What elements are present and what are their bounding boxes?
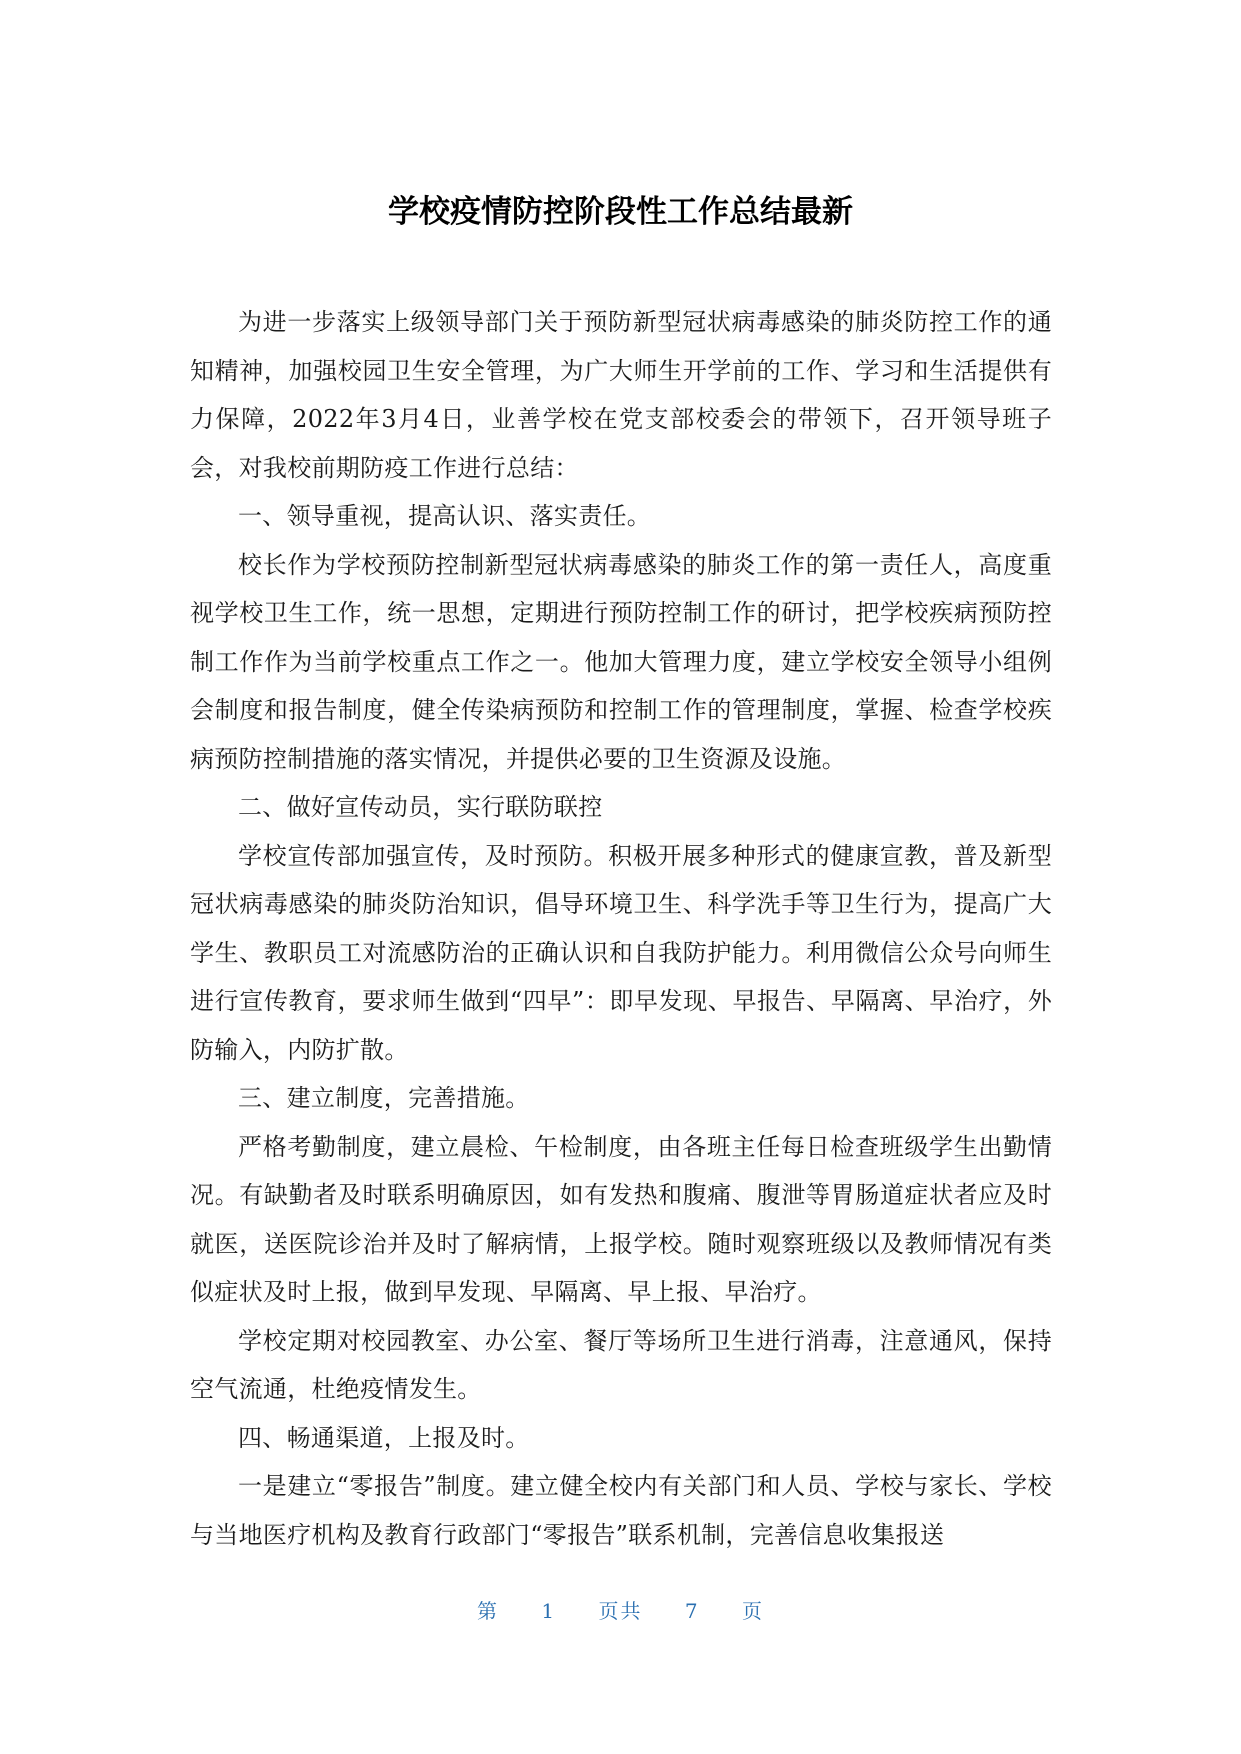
paragraph: 严格考勤制度，建立晨检、午检制度，由各班主任每日检查班级学生出勤情况。有缺勤者及时联系明确原因，如有发热和腹痛、腹泄等胃肠道症状者应及时就医，送医院诊治并及时了解病情，上报学校。随时观察班级以及教师情况有类似症状及时上报，做到早发现、早隔离、早上报、早治疗。	[190, 1132, 1052, 1306]
paragraph: 为进一步落实上级领导部门关于预防新型冠状病毒感染的肺炎防控工作的通知精神，加强校园卫生安全管理，为广大师生开学前的工作、学习和生活提供有力保障，2022年3月4日，业善学校在党支部校委会的带领下，召开领导班子会，对我校前期防疫工作进行总结：	[190, 308, 1052, 482]
footer-label-pages: 页	[741, 1599, 764, 1623]
paragraph: 校长作为学校预防控制新型冠状病毒感染的肺炎工作的第一责任人，高度重视学校卫生工作，统一思想，定期进行预防控制工作的研讨，把学校疾病预防控制工作作为当前学校重点工作之一。他加大管理力度，建立学校安全领导小组例会制度和报告制度，健全传染病预防和控制工作的管理制度，掌握、检查学校疾病预防控制措施的落实情况，并提供必要的卫生资源及设施。	[190, 550, 1052, 773]
footer-label-page: 第	[477, 1599, 500, 1623]
section-heading: 二、做好宣传动员，实行联防联控	[238, 793, 603, 821]
section-heading: 一、领导重视，提高认识、落实责任。	[238, 502, 652, 530]
document-title: 学校疫情防控阶段性工作总结最新	[388, 194, 853, 230]
footer-current-page: 1	[541, 1599, 557, 1623]
section-heading: 四、畅通渠道，上报及时。	[238, 1423, 530, 1452]
footer-label-of: 页共	[598, 1599, 643, 1623]
footer-total-pages: 7	[684, 1599, 700, 1623]
section-heading: 三、建立制度，完善措施。	[238, 1084, 530, 1112]
paragraph: 学校宣传部加强宣传，及时预防。积极开展多种形式的健康宣教，普及新型冠状病毒感染的肺炎防治知识，倡导环境卫生、科学洗手等卫生行为，提高广大学生、教职员工对流感防治的正确认识和自我防护能力。利用微信公众号向师生进行宣传教育，要求师生做到“四早”：即早发现、早报告、早隔离、早治疗，外防输入，内防扩散。	[190, 841, 1052, 1064]
document-body	[190, 298, 1052, 1559]
page-footer	[0, 1597, 1241, 1625]
paragraph: 学校定期对校园教室、办公室、餐厅等场所卫生进行消毒，注意通风，保持空气流通，杜绝疫情发生。	[190, 1326, 1052, 1403]
paragraph: 一是建立“零报告”制度。建立健全校内有关部门和人员、学校与家长、学校与当地医疗机构及教育行政部门“零报告”联系机制，完善信息收集报送	[190, 1472, 1052, 1549]
